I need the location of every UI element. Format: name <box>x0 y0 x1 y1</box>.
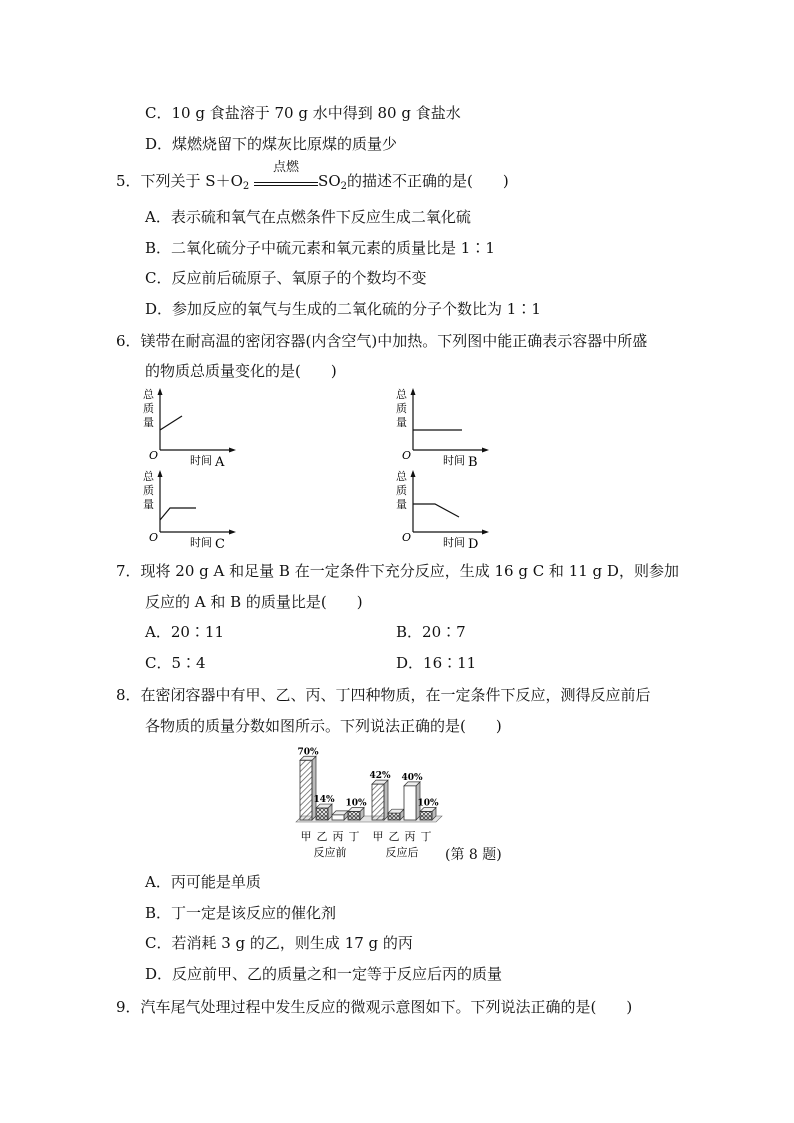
q4-option-d: D．煤燃烧留下的煤灰比原煤的质量少 <box>145 135 398 153</box>
q6-stem-line2: 的物质总质量变化的是( ) <box>145 362 337 380</box>
q8-stem-line2: 各物质的质量分数如图所示。下列说法正确的是( ) <box>145 717 502 735</box>
q8-bar-chart <box>286 740 516 862</box>
origin-label: O <box>402 449 412 462</box>
graph-letter-d: D <box>468 537 479 552</box>
mass-line-d <box>413 504 459 517</box>
bar-after-2 <box>388 809 404 820</box>
graph-letter-b: B <box>468 455 478 470</box>
q7-option-c: C．5∶4 <box>145 654 206 672</box>
category-label: 丙 <box>332 830 344 843</box>
bar-before-4 <box>348 807 364 820</box>
q5-option-c: C．反应前后硫原子、氧原子的个数均不变 <box>145 269 427 287</box>
category-label: 丙 <box>404 830 416 843</box>
q5-option-d: D．参加反应的氧气与生成的二氧化硫的分子个数比为 1∶1 <box>145 300 541 318</box>
q5-option-b: B．二氧化硫分子中硫元素和氧元素的质量比是 1∶1 <box>145 239 495 257</box>
q8-option-c: C．若消耗 3 g 的乙，则生成 17 g 的丙 <box>145 934 413 952</box>
graph-letter-a: A <box>215 455 225 470</box>
q6-stem-line1: 6．镁带在耐高温的密闭容器(内含空气)中加热。下列图中能正确表示容器中所盛 <box>116 332 648 350</box>
category-label: 乙 <box>316 830 328 843</box>
q7-option-a: A．20∶11 <box>145 623 225 641</box>
xlabel: 时间 <box>190 536 212 549</box>
q5-option-a: A．表示硫和氧气在点燃条件下反应生成二氧化硫 <box>145 208 471 226</box>
condition-label: 点燃 <box>273 160 300 175</box>
bar-before-1 <box>300 756 316 820</box>
data-label: 70% <box>297 747 319 758</box>
ylabel-2: 质 <box>396 484 407 497</box>
q8-caption: (第 8 题) <box>445 847 502 863</box>
q8-option-b: B．丁一定是该反应的催化剂 <box>145 904 337 922</box>
q7-stem-line2: 反应的 A 和 B 的质量比是( ) <box>145 593 363 611</box>
ylabel-1: 总 <box>396 388 407 401</box>
ylabel-1: 总 <box>396 470 407 483</box>
xlabel: 时间 <box>190 454 212 467</box>
q8-option-d: D．反应前甲、乙的质量之和一定等于反应后丙的质量 <box>145 965 503 983</box>
category-label: 甲 <box>300 830 312 843</box>
xlabel: 时间 <box>443 454 465 467</box>
q5-so2-subscript: 2 <box>340 181 347 192</box>
reaction-condition <box>254 160 318 186</box>
category-label: 甲 <box>372 830 384 843</box>
q5-lead: 5．下列关于 S＋O <box>116 172 243 190</box>
equals-sign <box>254 182 318 186</box>
q7-option-b: B．20∶7 <box>396 623 466 641</box>
q5-o2-subscript: 2 <box>242 181 250 192</box>
graph-d <box>391 468 511 554</box>
ylabel-2: 质 <box>143 484 154 497</box>
origin-label: O <box>149 449 159 462</box>
graph-c <box>138 468 258 554</box>
q9-stem-line1: 9．汽车尾气处理过程中发生反应的微观示意图如下。下列说法正确的是( ) <box>116 998 633 1016</box>
bar-after-4 <box>420 807 436 820</box>
q7-option-d: D．16∶11 <box>396 654 477 672</box>
graph-a <box>138 386 258 472</box>
category-label: 丁 <box>348 830 360 843</box>
bar-before-2 <box>316 804 332 820</box>
ylabel-3: 量 <box>396 498 407 511</box>
bar-after-1 <box>372 780 388 820</box>
origin-label: O <box>402 531 412 544</box>
data-label: 42% <box>369 771 391 782</box>
q8-option-a: A．丙可能是单质 <box>145 873 261 891</box>
q4-option-c: C．10 g 食盐溶于 70 g 水中得到 80 g 食盐水 <box>145 104 461 122</box>
q5-stem <box>116 160 509 192</box>
q5-so2: SO <box>318 172 341 190</box>
mass-line-c <box>160 508 196 520</box>
data-label: 40% <box>401 772 423 783</box>
data-label: 14% <box>313 795 335 806</box>
xlabel: 时间 <box>443 536 465 549</box>
group-label: 反应后 <box>385 846 419 859</box>
graph-b <box>391 386 511 472</box>
ylabel-3: 量 <box>143 416 154 429</box>
data-label: 10% <box>345 798 367 809</box>
q7-stem-line1: 7．现将 20 g A 和足量 B 在一定条件下充分反应，生成 16 g C 和 11 g D，则参加 <box>116 562 679 580</box>
origin-label: O <box>149 531 159 544</box>
category-label: 丁 <box>420 830 432 843</box>
ylabel-3: 量 <box>143 498 154 511</box>
q8-stem-line1: 8．在密闭容器中有甲、乙、丙、丁四种物质，在一定条件下反应，测得反应前后 <box>116 686 651 704</box>
group-label: 反应前 <box>313 846 347 859</box>
ylabel-3: 量 <box>396 416 407 429</box>
ylabel-1: 总 <box>143 388 154 401</box>
graph-letter-c: C <box>215 537 225 552</box>
ylabel-1: 总 <box>143 470 154 483</box>
mass-line-a <box>160 416 182 430</box>
data-label: 10% <box>417 798 439 809</box>
q5-tail: 的描述不正确的是( ) <box>347 172 509 190</box>
category-label: 乙 <box>388 830 400 843</box>
bar-before-3 <box>332 811 348 820</box>
ylabel-2: 质 <box>396 402 407 415</box>
ylabel-2: 质 <box>143 402 154 415</box>
